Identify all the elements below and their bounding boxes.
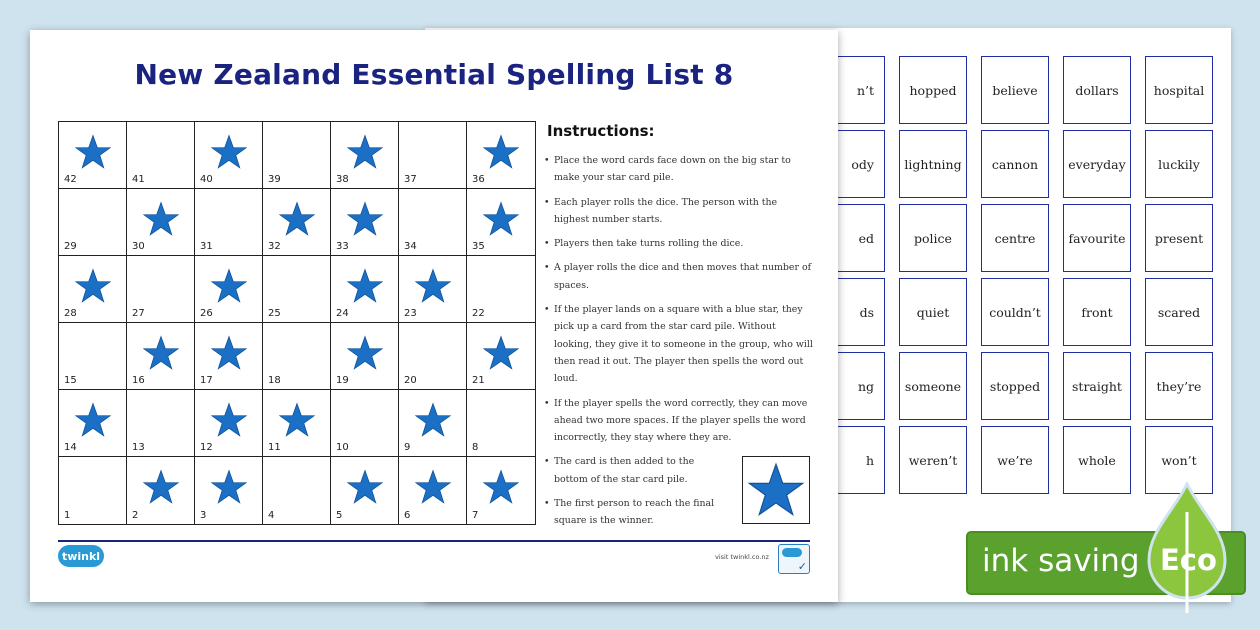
word-card: lightning bbox=[899, 130, 967, 198]
word-card: centre bbox=[981, 204, 1049, 272]
word-card: ody bbox=[817, 130, 885, 198]
square-number: 34 bbox=[404, 241, 417, 252]
square-number: 24 bbox=[336, 308, 349, 319]
square-number: 8 bbox=[472, 442, 479, 453]
board-square bbox=[127, 457, 195, 524]
square-number: 37 bbox=[404, 174, 417, 185]
board-square bbox=[331, 189, 399, 256]
board-square bbox=[263, 457, 331, 524]
footer-divider bbox=[58, 540, 810, 542]
board-square bbox=[195, 390, 263, 457]
board-square bbox=[127, 189, 195, 256]
square-number: 39 bbox=[268, 174, 281, 185]
blue-star-icon bbox=[211, 402, 247, 438]
blue-star-icon bbox=[415, 469, 451, 505]
instruction-item: • The first person to reach the final square is the winner. bbox=[542, 495, 722, 530]
blue-star-icon bbox=[347, 201, 383, 237]
board-square bbox=[467, 323, 535, 390]
square-number: 27 bbox=[132, 308, 145, 319]
square-number: 2 bbox=[132, 510, 139, 521]
square-number: 14 bbox=[64, 442, 77, 453]
word-card: ed bbox=[817, 204, 885, 272]
word-card: scared bbox=[1145, 278, 1213, 346]
word-card: n’t bbox=[817, 56, 885, 124]
blue-star-icon bbox=[211, 469, 247, 505]
board-square bbox=[467, 457, 535, 524]
word-card-grid bbox=[817, 56, 1213, 494]
blue-star-icon bbox=[75, 268, 111, 304]
blue-star-icon bbox=[483, 201, 519, 237]
square-number: 41 bbox=[132, 174, 145, 185]
square-number: 32 bbox=[268, 241, 281, 252]
square-number: 20 bbox=[404, 375, 417, 386]
instruction-item: • A player rolls the dice and then moves that number of spaces. bbox=[542, 259, 814, 294]
board-square bbox=[331, 122, 399, 189]
square-number: 5 bbox=[336, 510, 343, 521]
word-card: cannon bbox=[981, 130, 1049, 198]
blue-star-icon bbox=[143, 335, 179, 371]
blue-star-icon bbox=[279, 201, 315, 237]
blue-star-icon bbox=[347, 134, 383, 170]
eco-label: Eco bbox=[1160, 543, 1217, 577]
square-number: 1 bbox=[64, 510, 71, 521]
board-square bbox=[399, 256, 467, 323]
square-number: 6 bbox=[404, 510, 411, 521]
word-card: won’t bbox=[1145, 426, 1213, 494]
blue-star-icon bbox=[143, 201, 179, 237]
square-number: 35 bbox=[472, 241, 485, 252]
board-square bbox=[331, 390, 399, 457]
board-square bbox=[399, 122, 467, 189]
square-number: 3 bbox=[200, 510, 207, 521]
square-number: 26 bbox=[200, 308, 213, 319]
blue-star-icon bbox=[211, 134, 247, 170]
board-square bbox=[331, 457, 399, 524]
page-title: New Zealand Essential Spelling List 8 bbox=[134, 58, 734, 91]
instructions-heading: Instructions: bbox=[547, 122, 655, 140]
quality-badge-icon: ✓ bbox=[778, 544, 810, 574]
word-card: everyday bbox=[1063, 130, 1131, 198]
visit-link[interactable]: visit twinkl.co.nz bbox=[715, 553, 769, 561]
ink-saving-label: ink saving bbox=[982, 543, 1140, 579]
board-square bbox=[467, 122, 535, 189]
word-card: dollars bbox=[1063, 56, 1131, 124]
instruction-item: • If the player lands on a square with a blue star, they pick up a card from the star card pile. Without looking, they give it to someone in the group, who will then read it out. The player then spells the word out loud. bbox=[542, 301, 814, 387]
blue-star-icon bbox=[211, 268, 247, 304]
game-board bbox=[58, 121, 536, 525]
square-number: 30 bbox=[132, 241, 145, 252]
word-card: straight bbox=[1063, 352, 1131, 420]
instruction-item: • If the player spells the word correctly, they can move ahead two more spaces. If the player spells the word incorrectly, they stay where they are. bbox=[542, 395, 814, 447]
square-number: 36 bbox=[472, 174, 485, 185]
word-card: h bbox=[817, 426, 885, 494]
blue-star-icon bbox=[211, 335, 247, 371]
word-card: stopped bbox=[981, 352, 1049, 420]
board-square bbox=[263, 256, 331, 323]
instruction-item: • Place the word cards face down on the big star to make your star card pile. bbox=[542, 152, 814, 187]
square-number: 21 bbox=[472, 375, 485, 386]
square-number: 42 bbox=[64, 174, 77, 185]
blue-star-icon bbox=[75, 402, 111, 438]
board-square bbox=[263, 390, 331, 457]
square-number: 19 bbox=[336, 375, 349, 386]
square-number: 10 bbox=[336, 442, 349, 453]
blue-star-icon bbox=[75, 134, 111, 170]
instruction-item: • Each player rolls the dice. The person with the highest number starts. bbox=[542, 194, 814, 229]
square-number: 4 bbox=[268, 510, 275, 521]
word-card: front bbox=[1063, 278, 1131, 346]
word-card: quiet bbox=[899, 278, 967, 346]
blue-star-icon bbox=[347, 335, 383, 371]
square-number: 9 bbox=[404, 442, 411, 453]
square-number: 28 bbox=[64, 308, 77, 319]
word-card: they’re bbox=[1145, 352, 1213, 420]
board-square bbox=[195, 457, 263, 524]
square-number: 12 bbox=[200, 442, 213, 453]
big-star-icon bbox=[748, 462, 804, 518]
blue-star-icon bbox=[279, 402, 315, 438]
board-square bbox=[399, 457, 467, 524]
word-card: we’re bbox=[981, 426, 1049, 494]
word-card: weren’t bbox=[899, 426, 967, 494]
blue-star-icon bbox=[143, 469, 179, 505]
board-square bbox=[263, 122, 331, 189]
board-square bbox=[467, 256, 535, 323]
word-card: couldn’t bbox=[981, 278, 1049, 346]
board-square bbox=[263, 189, 331, 256]
blue-star-icon bbox=[347, 469, 383, 505]
square-number: 17 bbox=[200, 375, 213, 386]
board-square bbox=[331, 323, 399, 390]
square-number: 7 bbox=[472, 510, 479, 521]
board-square bbox=[127, 323, 195, 390]
word-card: ng bbox=[817, 352, 885, 420]
word-card: hospital bbox=[1145, 56, 1213, 124]
board-square bbox=[127, 122, 195, 189]
word-card: hopped bbox=[899, 56, 967, 124]
blue-star-icon bbox=[415, 268, 451, 304]
square-number: 25 bbox=[268, 308, 281, 319]
board-square bbox=[331, 256, 399, 323]
word-card: ds bbox=[817, 278, 885, 346]
blue-star-icon bbox=[415, 402, 451, 438]
word-card: favourite bbox=[1063, 204, 1131, 272]
word-card: whole bbox=[1063, 426, 1131, 494]
twinkl-logo bbox=[58, 545, 104, 567]
word-card: believe bbox=[981, 56, 1049, 124]
board-square bbox=[195, 256, 263, 323]
board-square bbox=[467, 189, 535, 256]
square-number: 16 bbox=[132, 375, 145, 386]
board-square bbox=[59, 189, 127, 256]
board-square bbox=[399, 189, 467, 256]
blue-star-icon bbox=[483, 134, 519, 170]
game-board-sheet bbox=[30, 30, 838, 602]
square-number: 29 bbox=[64, 241, 77, 252]
twinkl-logo-text: twinkl bbox=[61, 549, 101, 563]
board-square bbox=[195, 323, 263, 390]
square-number: 13 bbox=[132, 442, 145, 453]
board-square bbox=[59, 122, 127, 189]
board-square bbox=[127, 256, 195, 323]
instruction-item: • The card is then added to the bottom of the star card pile. bbox=[542, 453, 722, 488]
square-number: 18 bbox=[268, 375, 281, 386]
board-square bbox=[127, 390, 195, 457]
card-pile-star-box bbox=[742, 456, 810, 524]
board-square bbox=[195, 122, 263, 189]
square-number: 33 bbox=[336, 241, 349, 252]
word-card: luckily bbox=[1145, 130, 1213, 198]
square-number: 40 bbox=[200, 174, 213, 185]
square-number: 11 bbox=[268, 442, 281, 453]
board-square bbox=[59, 256, 127, 323]
square-number: 23 bbox=[404, 308, 417, 319]
board-square bbox=[59, 390, 127, 457]
blue-star-icon bbox=[483, 469, 519, 505]
board-square bbox=[263, 323, 331, 390]
board-square bbox=[195, 189, 263, 256]
word-card: police bbox=[899, 204, 967, 272]
board-square bbox=[399, 390, 467, 457]
instruction-item: • Players then take turns rolling the dice. bbox=[542, 235, 814, 252]
board-square bbox=[399, 323, 467, 390]
square-number: 15 bbox=[64, 375, 77, 386]
blue-star-icon bbox=[483, 335, 519, 371]
square-number: 38 bbox=[336, 174, 349, 185]
board-square bbox=[467, 390, 535, 457]
board-square bbox=[59, 457, 127, 524]
square-number: 22 bbox=[472, 308, 485, 319]
word-card: someone bbox=[899, 352, 967, 420]
square-number: 31 bbox=[200, 241, 213, 252]
board-square bbox=[59, 323, 127, 390]
word-card: present bbox=[1145, 204, 1213, 272]
blue-star-icon bbox=[347, 268, 383, 304]
